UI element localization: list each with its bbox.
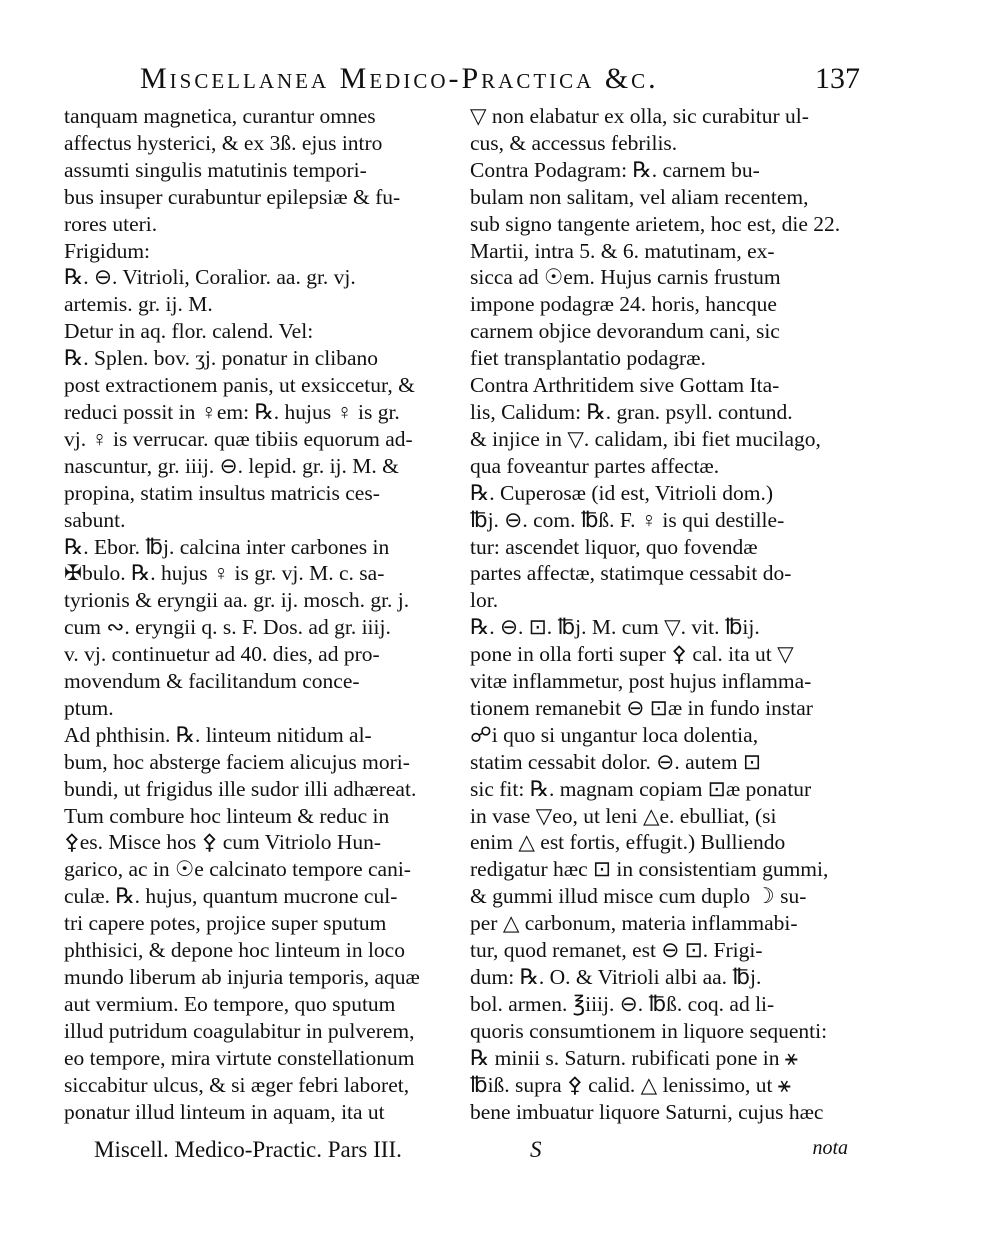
text-line: statim cessabit dolor. ⊖. autem ⊡ <box>470 749 761 774</box>
text-line: ℞. ⊖. Vitrioli, Coralior. aa. gr. vj. <box>64 265 356 290</box>
text-line: ☍i quo si ungantur loca dolentia, <box>470 722 759 747</box>
text-line: in vase ▽eo, ut leni △e. ebulliat, (si <box>470 803 777 828</box>
text-line: ponatur illud linteum in aquam, ita ut <box>64 1099 385 1124</box>
signature-mark: S <box>530 1137 542 1162</box>
running-title: Miscellanea Medico-Practica &c. <box>140 62 659 95</box>
text-line: illud putridum coagulabitur in pulverem, <box>64 1018 415 1043</box>
text-line: Martii, intra 5. & 6. matutinam, ex- <box>470 238 775 263</box>
text-line: & injice in ▽. calidam, ibi fiet mucilago, <box>470 426 821 451</box>
text-line: Frigidum: <box>64 238 151 263</box>
text-line: tur: ascendet liquor, quo fovendæ <box>470 534 758 559</box>
left-text-column <box>64 103 460 1125</box>
catchword: nota <box>812 1137 848 1159</box>
text-line: vj. ♀ is verrucar. quæ tibiis equorum ad- <box>64 426 413 451</box>
text-line: tur, quod remanet, est ⊖ ⊡. Frigi- <box>470 938 763 963</box>
text-line: tanquam magnetica, curantur omnes <box>64 104 376 128</box>
text-line: Contra Arthritidem sive Gottam Ita- <box>470 373 780 398</box>
text-line: bene imbuatur liquore Saturni, cujus hæc <box>470 1099 824 1124</box>
text-line: assumti singulis matutinis tempori- <box>64 157 367 182</box>
text-line: pone in olla forti super ⚴ cal. ita ut ▽ <box>470 642 794 667</box>
page-footer <box>64 1137 854 1167</box>
text-line: bundi, ut frigidus ille sudor illi adhæreat. <box>64 776 417 801</box>
text-line: ℞. Cuperosæ (id est, Vitrioli dom.) <box>470 480 774 505</box>
text-line: affectus hysterici, & ex 3ß. ejus intro <box>64 130 383 155</box>
text-line: partes affectæ, statimque cessabit do- <box>470 561 792 586</box>
text-line: tionem remanebit ⊖ ⊡æ in fundo instar <box>470 695 813 720</box>
text-line: per △ carbonum, materia inflammabi- <box>470 911 798 936</box>
right-text-column <box>470 103 848 1125</box>
text-line: Tum combure hoc linteum & reduc in <box>64 803 390 828</box>
text-line: Contra Podagram: ℞. carnem bu- <box>470 157 760 182</box>
text-line: rores uteri. <box>64 211 158 236</box>
text-line: ✠bulo. ℞. hujus ♀ is gr. vj. M. c. sa- <box>64 561 385 586</box>
text-line: quoris consumtionem in liquore sequenti: <box>470 1018 828 1043</box>
text-line: qua foveantur partes affectæ. <box>470 453 720 478</box>
text-line: post extractionem panis, ut exsiccetur, & <box>64 373 415 398</box>
text-line: dum: ℞. O. & Vitrioli albi aa. ℔j. <box>470 965 762 989</box>
text-line: artemis. gr. ij. M. <box>64 292 213 317</box>
page-number: 137 <box>815 62 860 95</box>
text-line: reduci possit in ♀em: ℞. hujus ♀ is gr. <box>64 399 400 424</box>
text-line: ℔j. ⊖. com. ℔ß. F. ♀ is qui destille- <box>470 507 785 532</box>
text-line: vitæ inflammetur, post hujus inflamma- <box>470 669 812 694</box>
text-line: cus, & accessus febrilis. <box>470 130 678 155</box>
text-line: tri capere potes, projice super sputum <box>64 911 387 936</box>
text-line: ℔iß. supra ⚴ calid. △ lenissimo, ut ⚹ <box>470 1072 791 1097</box>
text-line: sabunt. <box>64 507 126 532</box>
text-line: ℞. Ebor. ℔j. calcina inter carbones in <box>64 534 390 559</box>
text-line: culæ. ℞. hujus, quantum mucrone cul- <box>64 884 398 909</box>
text-line: ℞. ⊖. ⊡. ℔j. M. cum ▽. vit. ℔ij. <box>470 615 760 640</box>
text-line: movendum & facilitandum conce- <box>64 669 360 694</box>
text-line: lor. <box>470 588 499 613</box>
text-line: propina, statim insultus matricis ces- <box>64 480 380 505</box>
text-line: sic fit: ℞. magnam copiam ⊡æ ponatur <box>470 776 812 801</box>
text-line: redigatur hæc ⊡ in consistentiam gummi, <box>470 857 829 882</box>
text-line: tyrionis & eryngii aa. gr. ij. mosch. gr. j. <box>64 588 410 613</box>
text-line: ℞. Splen. bov. ʒj. ponatur in clibano <box>64 346 379 371</box>
text-line: ℞ minii s. Saturn. rubificati pone in ⚹ <box>470 1045 798 1070</box>
footer-signature: Miscell. Medico-Practic. Pars III. <box>94 1137 402 1162</box>
text-line: bol. armen. ℥iiij. ⊖. ℔ß. coq. ad li- <box>470 991 775 1016</box>
text-line: Ad phthisin. ℞. linteum nitidum al- <box>64 722 372 747</box>
text-line: fiet transplantatio podagræ. <box>470 346 706 371</box>
text-line: bum, hoc absterge faciem alicujus mori- <box>64 749 410 774</box>
text-line: v. vj. continuetur ad 40. dies, ad pro- <box>64 642 380 667</box>
text-line: impone podagræ 24. horis, hancque <box>470 292 777 317</box>
text-line: enim △ est fortis, effugit.) Bulliendo <box>470 830 786 855</box>
text-line: aut vermium. Eo tempore, quo sputum <box>64 991 396 1016</box>
text-line: Detur in aq. flor. calend. Vel: <box>64 319 314 344</box>
text-line: ptum. <box>64 695 114 720</box>
text-line: mundo liberum ab injuria temporis, aquæ <box>64 965 420 989</box>
text-line: sub signo tangente arietem, hoc est, die 22. <box>470 211 841 236</box>
text-line: siccabitur ulcus, & si æger febri laboret, <box>64 1072 410 1097</box>
text-line: lis, Calidum: ℞. gran. psyll. contund. <box>470 399 793 424</box>
text-line: garico, ac in ☉e calcinato tempore cani- <box>64 857 411 882</box>
text-line: & gummi illud misce cum duplo ☽ su- <box>470 884 807 909</box>
text-line: ⚴es. Misce hos ⚴ cum Vitriolo Hun- <box>64 830 382 855</box>
text-line: carnem objice devorandum cani, sic <box>470 319 780 344</box>
text-line: nascuntur, gr. iiij. ⊖. lepid. gr. ij. M. & <box>64 453 399 478</box>
text-line: cum ∾. eryngii q. s. F. Dos. ad gr. iiij. <box>64 615 391 640</box>
text-line: ▽ non elabatur ex olla, sic curabitur ul- <box>470 104 809 128</box>
text-line: bulam non salitam, vel aliam recentem, <box>470 184 809 209</box>
text-line: eo tempore, mira virtute constellationum <box>64 1045 415 1070</box>
text-line: sicca ad ☉em. Hujus carnis frustum <box>470 265 781 290</box>
text-line: bus insuper curabuntur epilepsiæ & fu- <box>64 184 401 209</box>
text-line: phthisici, & depone hoc linteum in loco <box>64 938 405 963</box>
page-header <box>140 62 860 102</box>
